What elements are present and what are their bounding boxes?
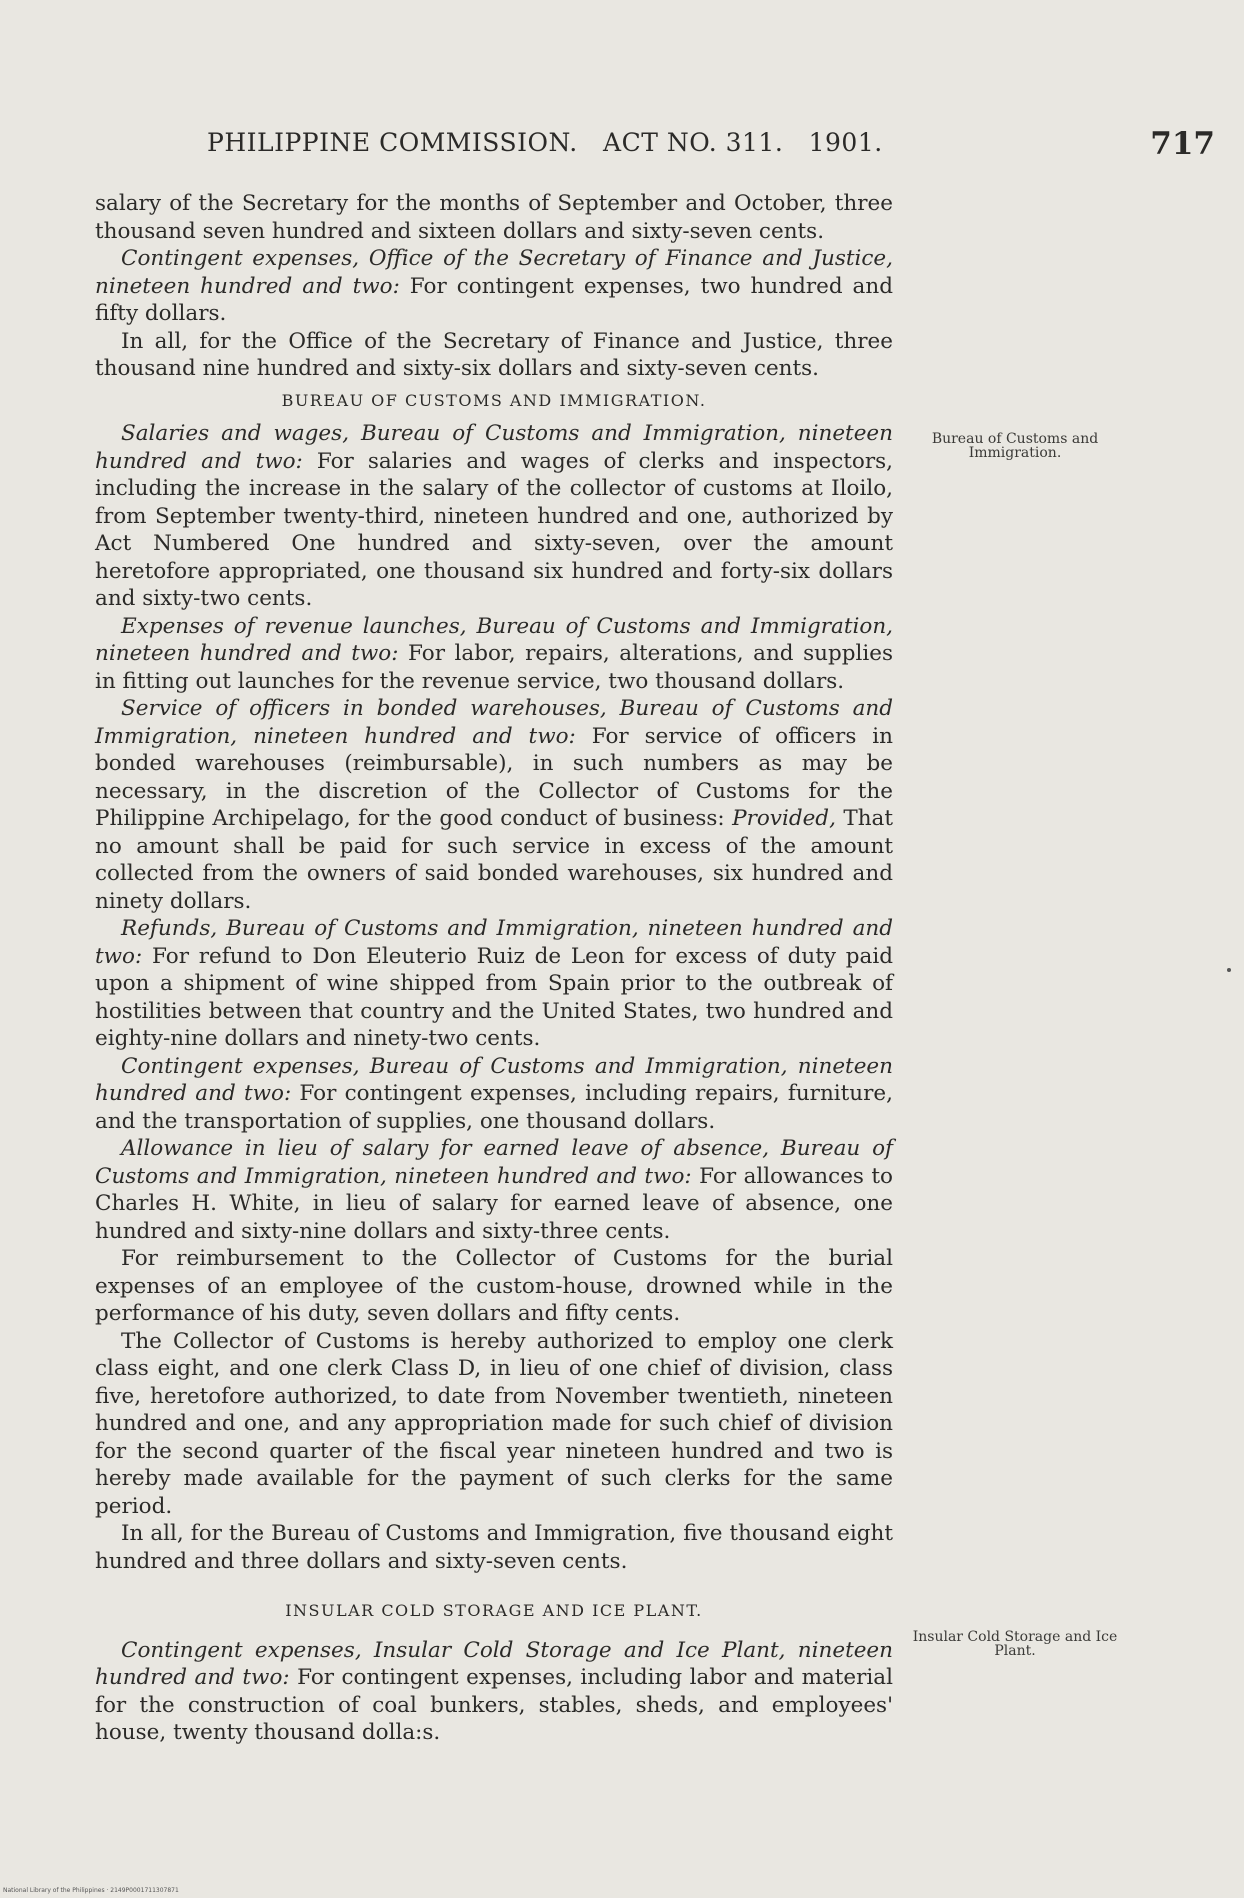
scan-speck	[1227, 968, 1231, 972]
paragraph: Service of officers in bonded warehouses, Bureau of Customs and Immigration, nineteen hundred and two: For service of officers in bonded warehouses (reimbursable), in such numbers as may be necessary, in the discretion of the Collector of Customs for the Philippine Archipelago, for the good conduct of business: Provided, That no amount shall be paid for such service in excess of the amount collected from the owners of said bonded warehouses, six hundred and ninety dollars.	[95, 696, 894, 914]
page-number: 717	[1150, 126, 1215, 162]
paragraph: Allowance in lieu of salary for earned leave of absence, Bureau of Customs and Immigration, nineteen hundred and two: For allowances to Charles H. White, in lieu of salary for earned leave of absence, one hundred and sixty-nine dollars and sixty-three cents.	[95, 1136, 893, 1244]
paragraph: Contingent expenses, Insular Cold Storage and Ice Plant, nineteen hundred and two: For contingent expenses, including labor and material for the construction of coal bunkers, stables, sheds, and employees' house, twenty thousand dolla:s.	[95, 1637, 893, 1745]
running-head: PHILIPPINE COMMISSION. ACT NO. 311. 1901.	[207, 128, 883, 157]
scan-footer: National Library of the Philippines · 2149P0001711307871	[3, 1887, 179, 1894]
paragraph: Expenses of revenue launches, Bureau of Customs and Immigration, nineteen hundred and two: For labor, repairs, alterations, and supplies in fitting out launches for the revenue service, two thousand dollars.	[95, 613, 893, 694]
paragraph: In all, for the Bureau of Customs and Immigration, five thousand eight hundred and three dollars and sixty-seven cents.	[95, 1521, 893, 1574]
paragraph: The Collector of Customs is hereby authorized to employ one clerk class eight, and one clerk Class D, in lieu of one chief of division, class five, heretofore authorized, to date from November twentieth, nineteen hundred and one, and any appropriation made for such chief of division for the second quarter of the fiscal year nineteen hundred and two is hereby made available for the payment of such clerks for the same period.	[95, 1328, 893, 1519]
page-header	[95, 128, 1215, 168]
paragraph: In all, for the Office of the Secretary of Finance and Justice, three thousand nine hundred and sixty-six dollars and sixty-seven cents.	[95, 328, 893, 381]
section-heading-cold-storage: INSULAR COLD STORAGE AND ICE PLANT.	[285, 1601, 703, 1620]
section-heading-customs: BUREAU OF CUSTOMS AND IMMIGRATION.	[281, 390, 707, 410]
paragraph: salary of the Secretary for the months of September and October, three thousand seven hundred and sixteen dollars and sixty-seven cents.	[95, 191, 893, 244]
paragraph: For reimbursement to the Collector of Customs for the burial expenses of an employee of the custom-house, drowned while in the performance of his duty, seven dollars and fifty cents.	[95, 1246, 893, 1326]
body-text	[95, 190, 893, 1747]
margin-note-cold-storage: Insular Cold Storage and Ice Plant.	[912, 1629, 1118, 1659]
paragraph: Contingent expenses, Bureau of Customs and Immigration, nineteen hundred and two: For contingent expenses, including repairs, furniture, and the transportation of supplies, one thousand dollars.	[95, 1053, 893, 1134]
paragraph: Refunds, Bureau of Customs and Immigration, nineteen hundred and two: For refund to Don Eleuterio Ruiz de Leon for excess of duty paid upon a shipment of wine shipped from Spain prior to the outbreak of hostilities between that country and the United States, two hundred and eighty-nine dollars and ninety-two cents.	[95, 916, 893, 1051]
paragraph: Salaries and wages, Bureau of Customs and Immigration, nineteen hundred and two: For salaries and wages of clerks and inspectors, including the increase in the salary of the collector of customs at Iloilo, from September twenty-third, nineteen hundred and one, authorized by Act Numbered One hundred and sixty-seven, over the amount heretofore appropriated, one thousand six hundred and forty-six dollars and sixty-two cents.	[95, 421, 893, 611]
paragraph: Contingent expenses, Office of the Secretary of Finance and Justice, nineteen hundred and two: For contingent expenses, two hundred and fifty dollars.	[95, 246, 893, 326]
margin-note-customs: Bureau of Customs and Immigration.	[931, 431, 1099, 461]
